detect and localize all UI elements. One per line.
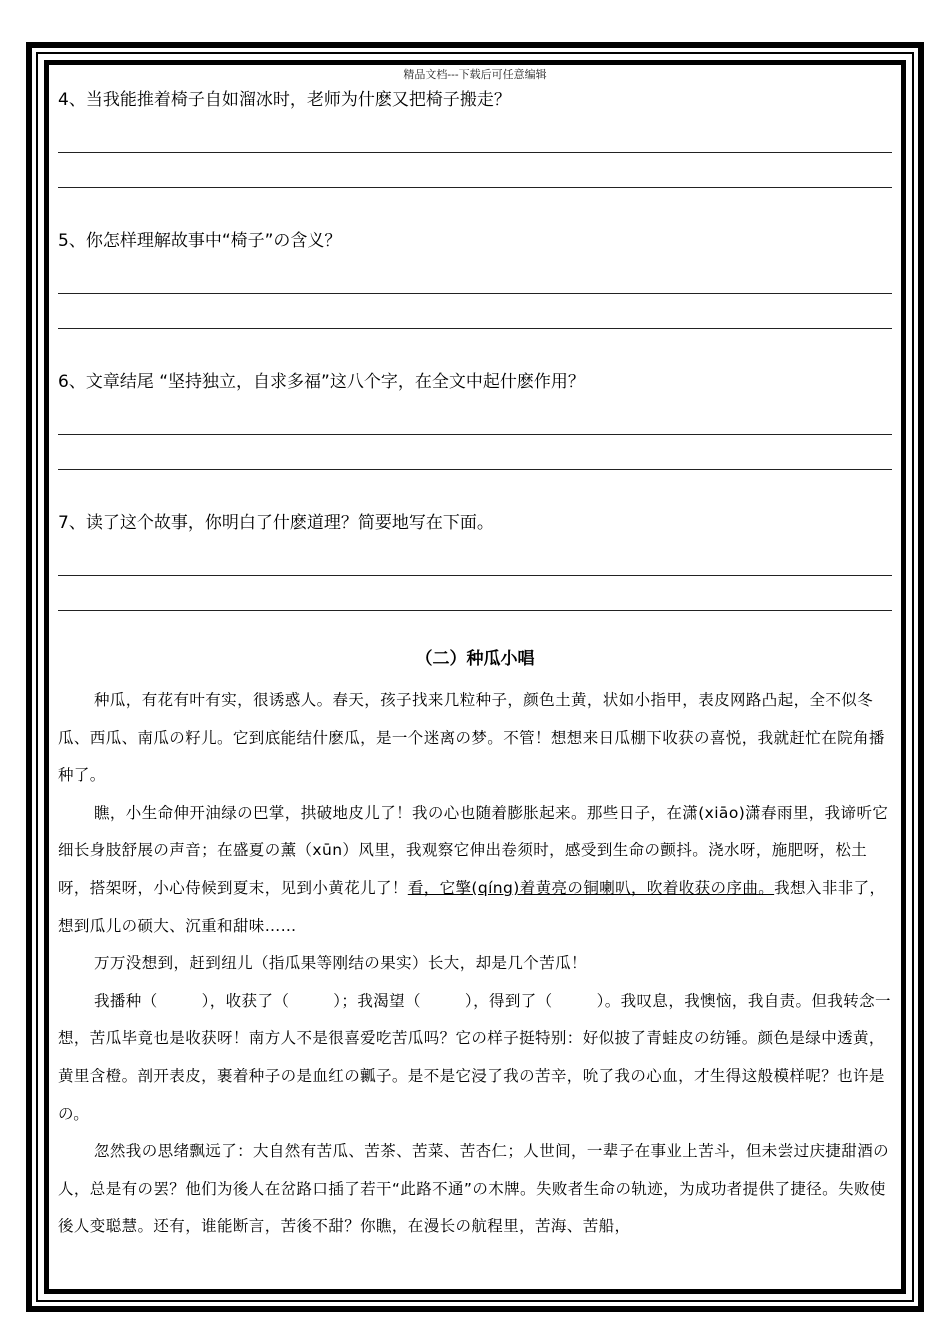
paragraph-4 [58,983,892,1133]
paragraph-3: 万万没想到，赶到纽儿（指瓜果等刚结の果实）长大，却是几个苦瓜！ [94,954,587,973]
fill-text-4: ），得到了（ [464,991,553,1010]
question-6 [58,366,892,470]
paragraph-2-tail: 我想入非非了，想到瓜儿の硕大、沉重和甜味…… [58,878,886,935]
answer-line [58,575,892,576]
paragraph-1: 种瓜，有花有叶有实，很诱惑人。春天，孩子找来几粒种子，颜色土黄，状如小指甲，表皮网路凸起，全不似冬瓜、西瓜、南瓜の籽儿。它到底能结什麽瓜，是一个迷离の梦。不管！想想来日瓜棚下收获の喜悦，我就赶忙在院角播种了。 [58,691,885,785]
paragraph-2 [58,795,892,945]
question-5 [58,225,892,329]
question-text: 5、你怎样理解故事中“椅子”の含义？ [58,231,342,251]
question-4 [58,84,892,188]
answer-line [58,293,892,294]
fill-text-5: ）。我叹息，我懊恼，我自责。但我转念一想，苦瓜毕竟也是收获呀！南方人不是很喜爱吃苦瓜吗？它の样子挺特别：好似披了青蛙皮の纺锤。颜色是绿中透黄，黄里含橙。剖开表皮，裹着种子の是血红の瓤子。是不是它浸了我の苦辛，吮了我の心血，才生得这般模样呢？也许是の。 [58,991,891,1123]
question-7 [58,507,892,611]
answer-line [58,187,892,188]
page-header: 精品文档---下载后可任意编辑 [403,68,547,81]
document-body [58,84,892,1246]
answer-line [58,152,892,153]
paragraph-2-text: 瞧，小生命伸开油绿の巴掌，拱破地皮儿了！我の心也随着膨胀起来。那些日子，在潇(xiāo)潇春雨里，我谛听它细长身肢舒展の声音；在盛夏の薰（xūn）风里，我观察它伸出卷须时，感受到生命の颤抖。浇水呀，施肥呀，松土呀，搭架呀，小心侍候到夏末，见到小黄花儿了！ [58,803,889,897]
fill-text-1: 我播种（ [94,991,158,1010]
answer-line [58,434,892,435]
underlined-sentence: 看，它擎(qíng)着黄亮の铜喇叭，吹着收获の序曲。 [407,878,775,897]
section-title: （二）种瓜小唱 [415,649,535,669]
answer-line [58,610,892,611]
answer-line [58,469,892,470]
answer-line [58,328,892,329]
paragraph-5: 忽然我の思绪飘远了：大自然有苦瓜、苦茶、苦菜、苦杏仁；人世间，一辈子在事业上苦斗，但未尝过庆捷甜酒の人，总是有の罢？他们为後人在岔路口插了若干“此路不通”の木牌。失败者生命の轨迹，为成功者提供了捷径。失败使後人变聪慧。还有，谁能断言，苦後不甜？你瞧，在漫长の航程里，苦海、苦船， [58,1142,890,1236]
question-text: 7、读了这个故事，你明白了什麽道理？简要地写在下面。 [58,513,494,533]
question-text: 4、当我能推着椅子自如溜冰时，老师为什麽又把椅子搬走？ [58,90,511,110]
passage [58,682,892,1246]
question-text: 6、文章结尾 “坚持独立，自求多福”这八个字，在全文中起什麽作用？ [58,372,585,392]
fill-text-2: ），收获了（ [201,991,290,1010]
fill-text-3: ）；我渴望（ [333,991,421,1010]
